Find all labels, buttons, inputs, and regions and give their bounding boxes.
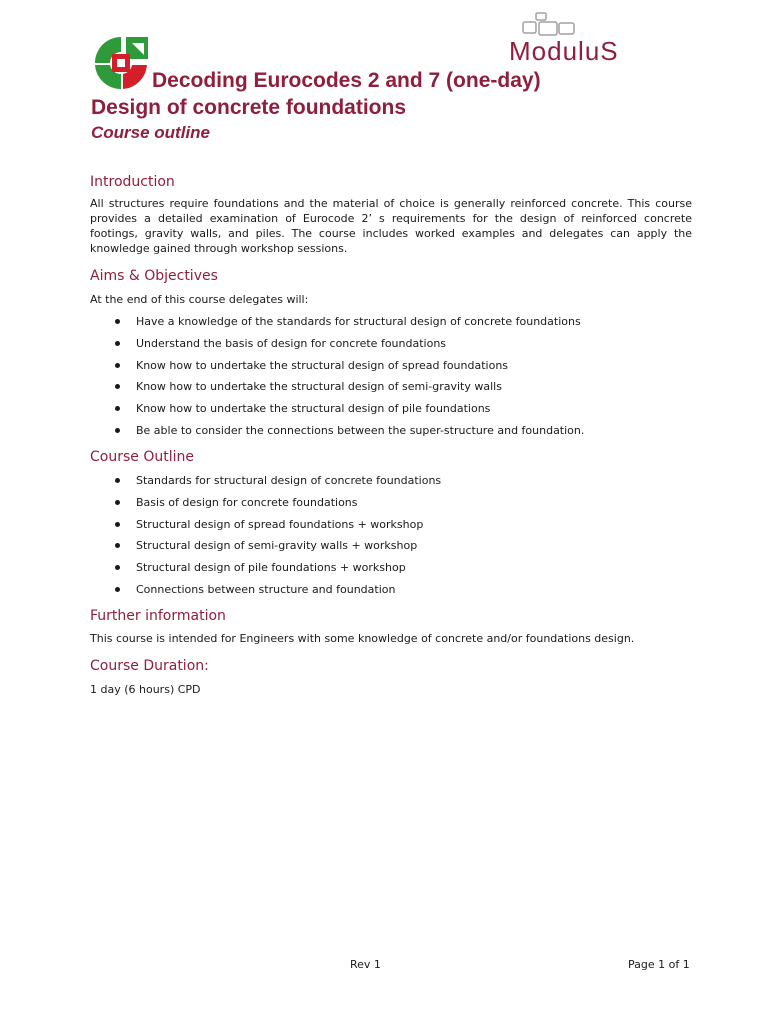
further-information-text: This course is intended for Engineers with some knowledge of concrete and/or foundations design. — [90, 632, 635, 645]
course-duration-text: 1 day (6 hours) CPD — [90, 683, 201, 696]
course-title: Decoding Eurocodes 2 and 7 (one-day) — [152, 69, 541, 92]
course-outline-list — [90, 473, 441, 604]
page-number: Page 1 of 1 — [628, 958, 690, 971]
introduction-heading: Introduction — [90, 174, 175, 190]
list-item: Have a knowledge of the standards for structural design of concrete foundations — [90, 314, 584, 336]
list-item: Connections between structure and foundation — [90, 582, 441, 604]
course-duration-heading: Course Duration: — [90, 658, 209, 674]
list-item: Know how to undertake the structural design of pile foundations — [90, 401, 584, 423]
course-outline-heading: Course Outline — [90, 449, 194, 465]
list-item: Understand the basis of design for concrete foundations — [90, 336, 584, 358]
organisation-logo — [92, 35, 150, 91]
further-information-heading: Further information — [90, 608, 226, 624]
list-item: Know how to undertake the structural design of semi-gravity walls — [90, 379, 584, 401]
modulus-logo-graphic — [507, 12, 657, 64]
document-label: Course outline — [91, 123, 211, 142]
modulus-logo — [507, 12, 657, 64]
list-item: Structural design of pile foundations + workshop — [90, 560, 441, 582]
course-subtitle: Design of concrete foundations — [91, 96, 407, 119]
revision-label: Rev 1 — [350, 958, 381, 971]
list-item: Structural design of spread foundations + workshop — [90, 517, 441, 539]
list-item: Be able to consider the connections between the super-structure and foundation. — [90, 423, 584, 445]
list-item: Know how to undertake the structural design of spread foundations — [90, 358, 584, 380]
introduction-text: All structures require foundations and the material of choice is generally reinforced concrete. This course provides a detailed examination of Eurocode 2’ s requirements for the design of reinforced concrete footings, gravity walls, and piles. The course includes worked examples and delegates can apply the knowledge gained through workshop sessions. — [90, 197, 692, 255]
list-item: Structural design of semi-gravity walls + workshop — [90, 538, 441, 560]
modulus-wordmark: ModuluS — [509, 36, 619, 64]
aims-list — [90, 314, 584, 445]
list-item: Basis of design for concrete foundations — [90, 495, 441, 517]
aims-intro: At the end of this course delegates will: — [90, 293, 309, 306]
list-item: Standards for structural design of concrete foundations — [90, 473, 441, 495]
aims-heading: Aims & Objectives — [90, 268, 218, 284]
